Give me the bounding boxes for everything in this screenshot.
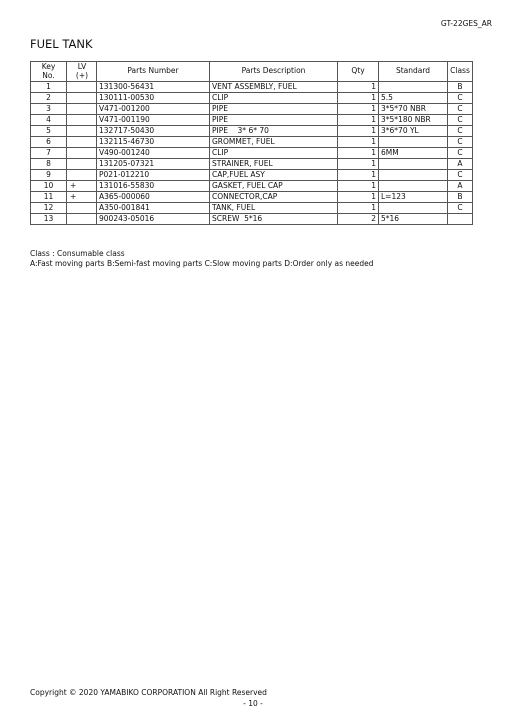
cell-qty: 1 (338, 192, 379, 203)
page-number: - 10 - (243, 699, 263, 708)
cell-standard: 6MM (379, 148, 448, 159)
header-class: Class (448, 62, 473, 82)
cell-lv: + (67, 192, 97, 203)
cell-description: CAP,FUEL ASY (210, 170, 338, 181)
table-row (31, 115, 473, 126)
cell-part-number: 132115-46730 (97, 137, 210, 148)
cell-lv: + (67, 181, 97, 192)
table-row (31, 137, 473, 148)
cell-description: SCREW 5*16 (210, 214, 338, 225)
table-row (31, 148, 473, 159)
cell-key: 7 (31, 148, 67, 159)
cell-lv (67, 115, 97, 126)
cell-part-number: V471-001200 (97, 104, 210, 115)
table-row (31, 214, 473, 225)
cell-lv (67, 148, 97, 159)
cell-lv (67, 137, 97, 148)
cell-key: 2 (31, 93, 67, 104)
table-row (31, 93, 473, 104)
table-row (31, 192, 473, 203)
cell-part-number: P021-012210 (97, 170, 210, 181)
parts-table (30, 61, 473, 225)
header-qty: Qty (338, 62, 379, 82)
cell-part-number: 131300-56431 (97, 82, 210, 93)
cell-lv (67, 93, 97, 104)
legend-classes: A:Fast moving parts B:Semi-fast moving parts C:Slow moving parts D:Order only as needed (30, 258, 374, 268)
cell-qty: 1 (338, 115, 379, 126)
cell-standard (379, 159, 448, 170)
header-description: Parts Description (210, 62, 338, 82)
header-standard: Standard (379, 62, 448, 82)
cell-qty: 1 (338, 170, 379, 181)
header-part-number: Parts Number (97, 62, 210, 82)
cell-qty: 1 (338, 137, 379, 148)
legend-title: Class : Consumable class (30, 249, 125, 258)
cell-key: 5 (31, 126, 67, 137)
cell-standard (379, 137, 448, 148)
cell-standard: 5*16 (379, 214, 448, 225)
cell-key: 1 (31, 82, 67, 93)
cell-key: 12 (31, 203, 67, 214)
cell-qty: 1 (338, 93, 379, 104)
model-code: GT-22GES_AR (440, 19, 492, 28)
cell-key: 11 (31, 192, 67, 203)
cell-part-number: 132717-50430 (97, 126, 210, 137)
table-row (31, 203, 473, 214)
copyright: Copyright © 2020 YAMABIKO CORPORATION All Right Reserved (30, 688, 267, 697)
cell-lv (67, 214, 97, 225)
class-legend (30, 249, 374, 268)
cell-description: STRAINER, FUEL (210, 159, 338, 170)
cell-key: 8 (31, 159, 67, 170)
cell-standard: L=123 (379, 192, 448, 203)
cell-class: A (448, 181, 473, 192)
cell-description: TANK, FUEL (210, 203, 338, 214)
cell-lv (67, 104, 97, 115)
cell-lv (67, 159, 97, 170)
header-key-no: Key No. (31, 62, 67, 82)
cell-class (448, 214, 473, 225)
cell-class: C (448, 126, 473, 137)
cell-standard (379, 170, 448, 181)
cell-part-number: 131016-55830 (97, 181, 210, 192)
table-row (31, 159, 473, 170)
cell-lv (67, 126, 97, 137)
cell-class: C (448, 148, 473, 159)
cell-description: PIPE (210, 104, 338, 115)
header-lv: LV (+) (67, 62, 97, 82)
table-row (31, 126, 473, 137)
cell-qty: 1 (338, 148, 379, 159)
cell-class: C (448, 104, 473, 115)
cell-part-number: A350-001841 (97, 203, 210, 214)
cell-standard (379, 181, 448, 192)
cell-lv (67, 82, 97, 93)
cell-standard: 3*5*180 NBR (379, 115, 448, 126)
cell-lv (67, 203, 97, 214)
cell-class: C (448, 170, 473, 181)
cell-standard: 3*5*70 NBR (379, 104, 448, 115)
cell-description: PIPE 3* 6* 70 (210, 126, 338, 137)
cell-qty: 1 (338, 104, 379, 115)
cell-qty: 1 (338, 203, 379, 214)
table-row (31, 82, 473, 93)
page-title: FUEL TANK (30, 37, 93, 51)
cell-description: CLIP (210, 93, 338, 104)
cell-part-number: 130111-00530 (97, 93, 210, 104)
cell-part-number: V490-001240 (97, 148, 210, 159)
cell-description: GASKET, FUEL CAP (210, 181, 338, 192)
cell-description: CONNECTOR,CAP (210, 192, 338, 203)
cell-class: C (448, 115, 473, 126)
cell-class: B (448, 192, 473, 203)
cell-class: B (448, 82, 473, 93)
cell-description: GROMMET, FUEL (210, 137, 338, 148)
table-header-row (31, 62, 473, 82)
cell-description: VENT ASSEMBLY, FUEL (210, 82, 338, 93)
cell-part-number: A365-000060 (97, 192, 210, 203)
cell-key: 6 (31, 137, 67, 148)
table-row (31, 170, 473, 181)
cell-key: 10 (31, 181, 67, 192)
cell-part-number: V471-001190 (97, 115, 210, 126)
cell-standard (379, 82, 448, 93)
cell-key: 13 (31, 214, 67, 225)
cell-qty: 2 (338, 214, 379, 225)
cell-key: 3 (31, 104, 67, 115)
cell-class: C (448, 203, 473, 214)
cell-description: PIPE (210, 115, 338, 126)
cell-description: CLIP (210, 148, 338, 159)
cell-standard: 5.5 (379, 93, 448, 104)
table-row (31, 104, 473, 115)
cell-standard (379, 203, 448, 214)
table-row (31, 181, 473, 192)
cell-key: 9 (31, 170, 67, 181)
cell-class: C (448, 137, 473, 148)
cell-part-number: 131205-07321 (97, 159, 210, 170)
cell-standard: 3*6*70 YL (379, 126, 448, 137)
cell-qty: 1 (338, 159, 379, 170)
cell-class: C (448, 93, 473, 104)
cell-qty: 1 (338, 181, 379, 192)
cell-key: 4 (31, 115, 67, 126)
cell-part-number: 900243-05016 (97, 214, 210, 225)
parts-table-body (31, 82, 473, 225)
cell-qty: 1 (338, 82, 379, 93)
cell-class: A (448, 159, 473, 170)
cell-qty: 1 (338, 126, 379, 137)
cell-lv (67, 170, 97, 181)
